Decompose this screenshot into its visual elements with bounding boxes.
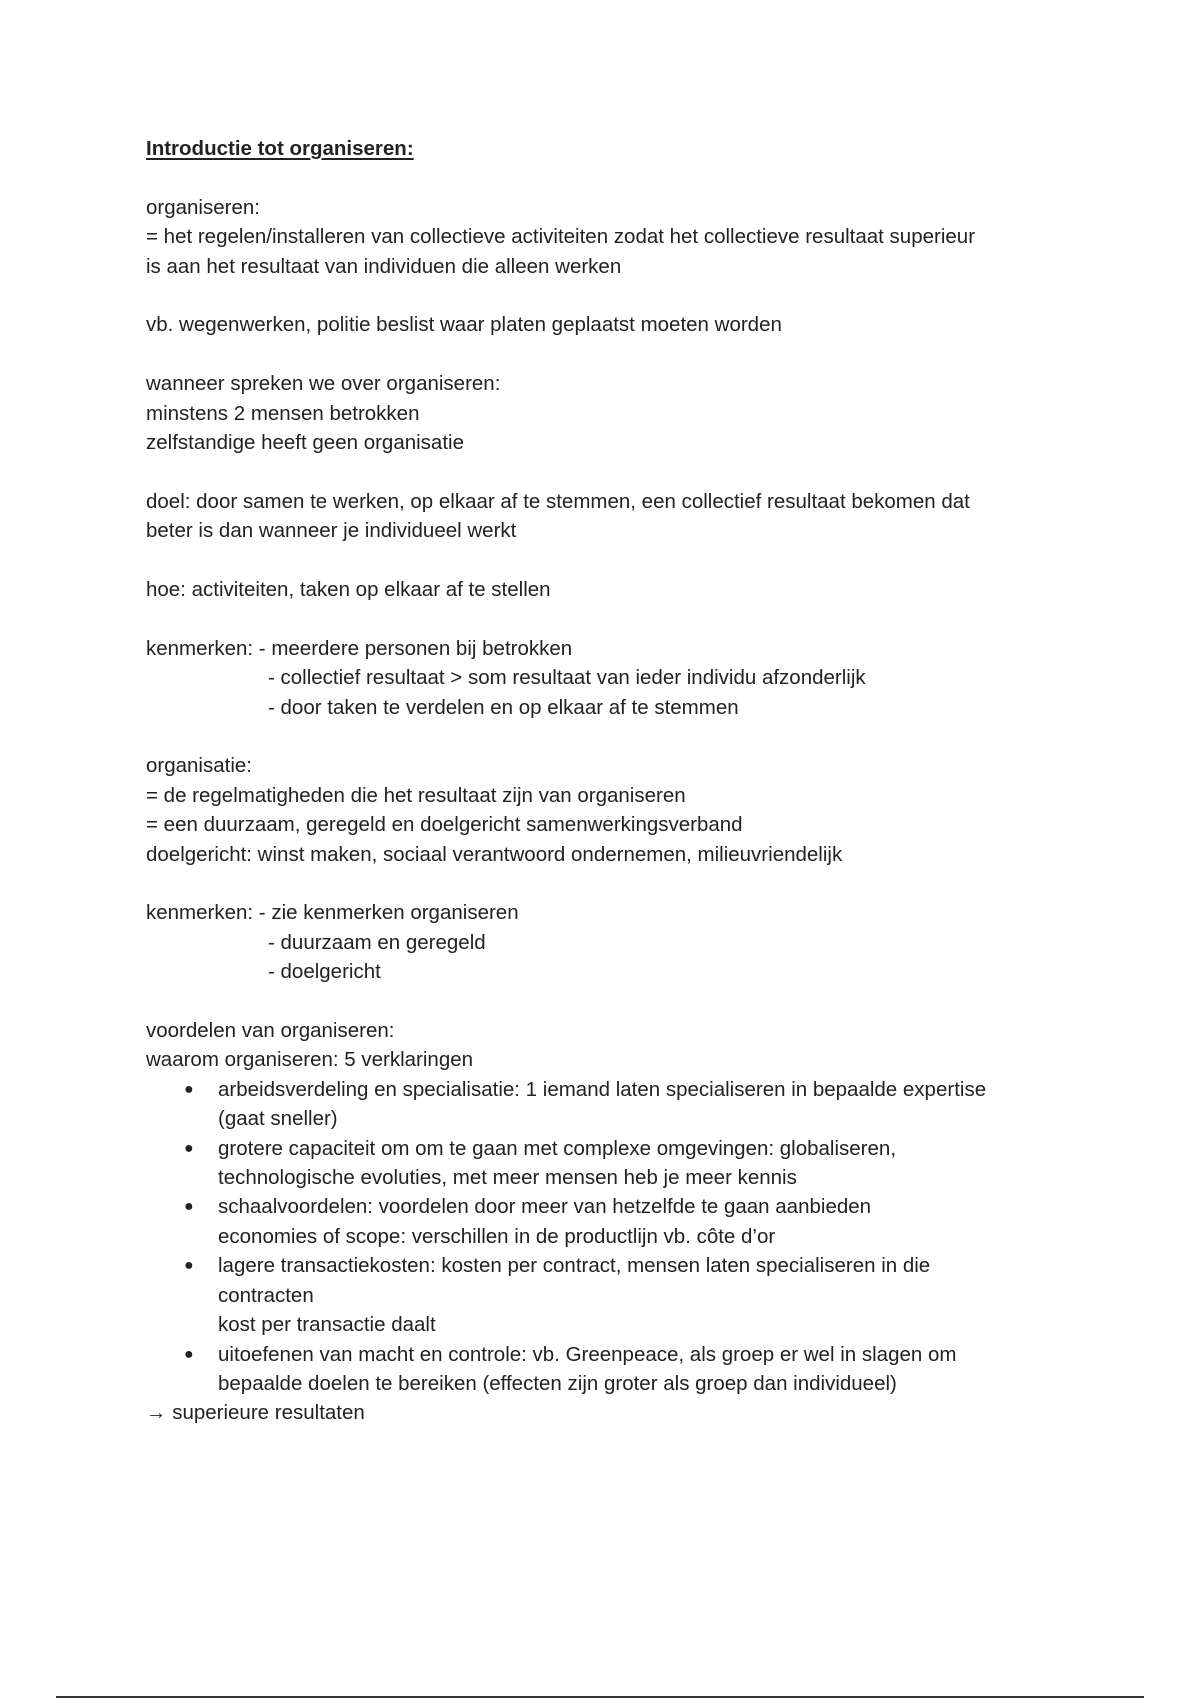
bullet-icon: ● (184, 1139, 194, 1157)
kenmerken-first-line: kenmerken: - zie kenmerken organiseren (146, 901, 519, 925)
document-title: Introductie tot organiseren: (146, 137, 414, 160)
list-item-text: schaalvoordelen: voordelen door meer van hetzelfde te gaan aanbieden (218, 1195, 872, 1219)
kenmerken-item: - doelgericht (268, 960, 381, 984)
list-item-text: (gaat sneller) (218, 1107, 338, 1131)
bullet-icon: ● (184, 1257, 194, 1275)
list-item-text: lagere transactiekosten: kosten per contract, mensen laten specialiseren in die (218, 1254, 931, 1278)
bullet-icon: ● (184, 1345, 194, 1363)
kenmerken-list-organisatie (146, 898, 1086, 986)
section-voordelen (146, 1016, 1086, 1428)
list-item-text: grotere capaciteit om om te gaan met complexe omgevingen: globaliseren, (218, 1136, 897, 1160)
text-line: beter is dan wanneer je individueel werkt (146, 519, 517, 543)
list-item (146, 1075, 1086, 1134)
section-heading: wanneer spreken we over organiseren: (146, 372, 501, 396)
list-item-text: bepaalde doelen te bereiken (effecten zijn groter als groep dan individueel) (218, 1371, 897, 1395)
kenmerken-item: - door taken te verdelen en op elkaar af te stemmen (268, 695, 739, 719)
list-item (146, 1340, 1086, 1399)
section-heading: organiseren: (146, 195, 260, 219)
list-item (146, 1251, 1086, 1339)
text-line: doelgericht: winst maken, sociaal verantwoord ondernemen, milieuvriendelijk (146, 842, 843, 866)
list-item (146, 1192, 1086, 1251)
list-item (146, 1134, 1086, 1193)
kenmerken-item: - collectief resultaat > som resultaat van ieder individu afzonderlijk (268, 666, 866, 690)
section-wanneer (146, 369, 1086, 457)
hoe-line: hoe: activiteiten, taken op elkaar af te stellen (146, 578, 551, 602)
section-subheading: waarom organiseren: 5 verklaringen (146, 1048, 474, 1072)
text-line: zelfstandige heeft geen organisatie (146, 431, 464, 455)
text-line: doel: door samen te werken, op elkaar af te stemmen, een collectief resultaat bekomen dat (146, 489, 970, 513)
kenmerken-item: - duurzaam en geregeld (268, 930, 486, 954)
kenmerken-first-line: kenmerken: - meerdere personen bij betrokken (146, 636, 573, 660)
text-line: minstens 2 mensen betrokken (146, 401, 420, 425)
list-item-text: technologische evoluties, met meer mensen heb je meer kennis (218, 1166, 797, 1190)
definition-line: = een duurzaam, geregeld en doelgericht samenwerkingsverband (146, 813, 743, 837)
section-doel (146, 487, 1086, 546)
list-item-text: kost per transactie daalt (218, 1313, 436, 1337)
section-heading: organisatie: (146, 754, 252, 778)
bullet-icon: ● (184, 1080, 194, 1098)
list-item-text: contracten (218, 1283, 314, 1307)
list-item-text: uitoefenen van macht en controle: vb. Greenpeace, als groep er wel in slagen om (218, 1342, 957, 1366)
section-heading: voordelen van organiseren: (146, 1019, 395, 1043)
definition-line: is aan het resultaat van individuen die alleen werken (146, 254, 622, 278)
definition-line: = het regelen/installeren van collectieve activiteiten zodat het collectieve resultaat superieur (146, 225, 976, 249)
example-line: vb. wegenwerken, politie beslist waar platen geplaatst moeten worden (146, 313, 782, 337)
page-bottom-divider (56, 1696, 1144, 1698)
kenmerken-list-organiseren (146, 634, 1086, 722)
section-organiseren (146, 193, 1086, 281)
voordelen-bullet-list (146, 1075, 1086, 1398)
list-item-text: arbeidsverdeling en specialisatie: 1 iemand laten specialiseren in bepaalde expertise (218, 1077, 987, 1101)
section-organisatie (146, 751, 1086, 869)
list-item-text: economies of scope: verschillen in de productlijn vb. côte d’or (218, 1224, 776, 1248)
bullet-icon: ● (184, 1198, 194, 1216)
conclusion-line: → superieure resultaten (146, 1401, 365, 1425)
document-page (146, 134, 1086, 1428)
definition-line: = de regelmatigheden die het resultaat zijn van organiseren (146, 783, 686, 807)
